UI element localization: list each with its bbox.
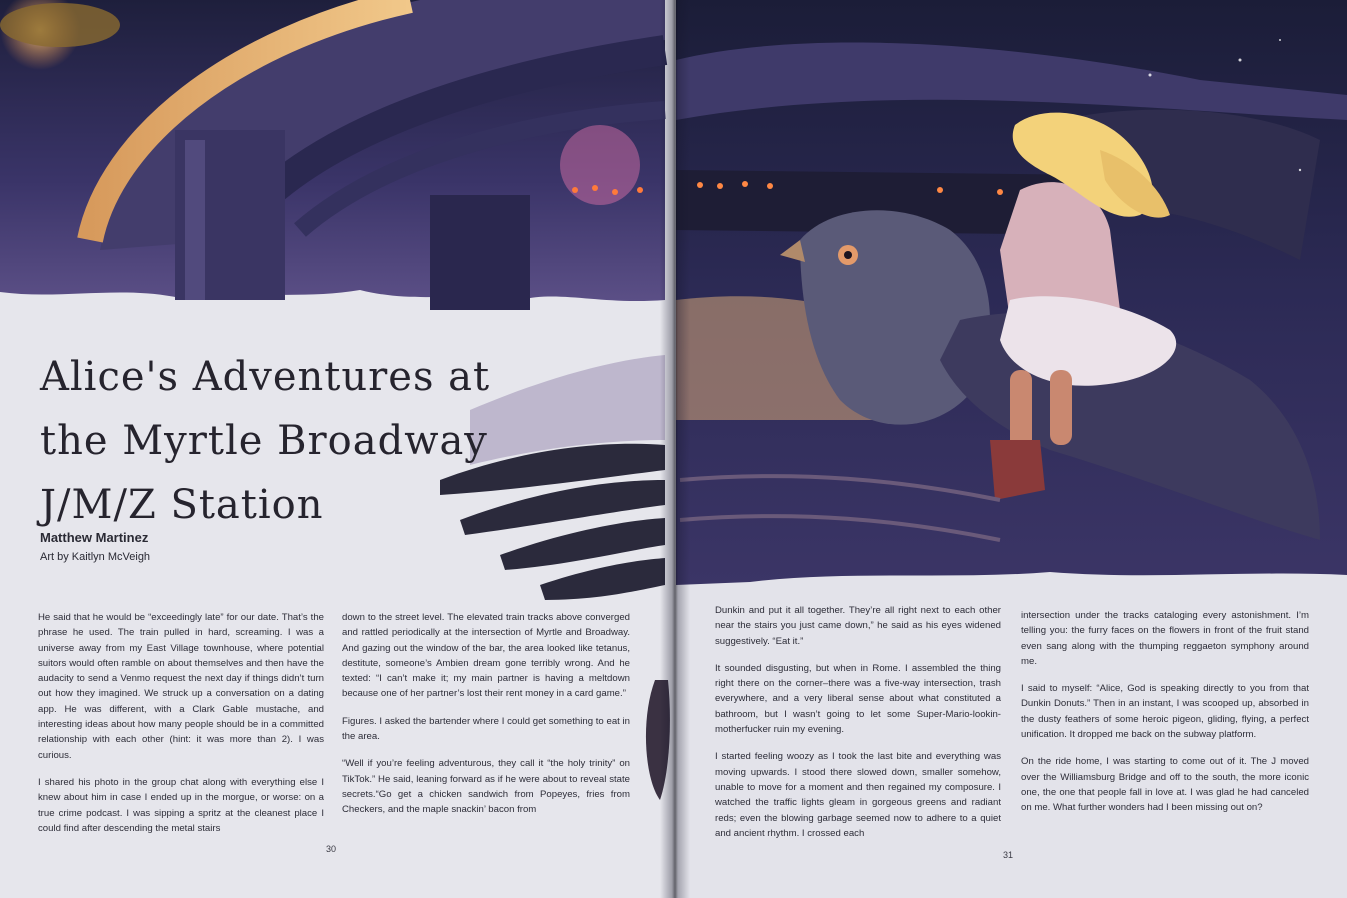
- title-line: Alice's Adventures at: [40, 353, 491, 400]
- paragraph: down to the street level. The elevated train tracks above converged and rattled periodically at the intersection of Myrtle and Broadway. And gazing out the window of the bar, the area looked like tetanus, destitute, someone’s Ambien dream gone terribly wrong. And he texted: “I can’t make it; my main partner is having a meltdown because one of her partner’s lost their rent money in a card game.”: [342, 612, 630, 700]
- paragraph: He said that he would be “exceedingly late” for our date. That’s the phrase he used. The train pulled in hard, screaming. I was a universe away from my East Village townhouse, where potential suitors would often ramble on about themselves and then have the audacity to send a Venmo request the next day if things didn’t turn out how they imagined. We struck up a conversation on a dating app. He was different, with a Clark Gable mustache, and interesting ideas about how many people should be in a committed relationship with each other (hint: it was more than 2). I was curious.: [38, 612, 324, 761]
- paragraph: I started feeling woozy as I took the last bite and everything was moving upwards. I stood there slowed down, smaller somehow, unable to move for a moment and then regained my composure. I watched the traffic lights gleam in gorgeous greens and radiant reds; even the blowing garbage seemed now to adhere to a quiet and ancient rhythm. I crossed each: [715, 751, 1001, 839]
- paragraph: Figures. I asked the bartender where I could get something to eat in the area.: [342, 715, 630, 743]
- text-column-2: [342, 610, 630, 830]
- art-credit: Art by Kaitlyn McVeigh: [40, 551, 151, 563]
- text-column-4: [1021, 608, 1309, 828]
- paragraph: intersection under the tracks cataloging every astonishment. I’m telling you: the furry faces on the flowers in front of the fruit stand even sang along with the thumping reggaeton symphony around me.: [1021, 610, 1309, 667]
- author-name: Matthew Martinez: [40, 530, 149, 545]
- paragraph: “Well if you’re feeling adventurous, they call it “the holy trinity” on TikTok.” He said, leaning forward as if he were about to reveal state secrets.“Go get a chicken sandwich from Popeyes, fries from Checkers, and the maple snackin’ bacon from: [342, 758, 630, 816]
- paragraph: On the ride home, I was starting to come out of it. The J moved over the Williamsburg Bridge and off to the south, the more iconic one, the one that people fall in love at. I was glad he had canceled on me. What further wonders had I been missing out on?: [1021, 756, 1309, 814]
- page-number-left: 30: [326, 844, 337, 854]
- page-number-right: 31: [1003, 850, 1014, 860]
- article-title: [40, 345, 600, 537]
- byline: [40, 530, 150, 563]
- paragraph: It sounded disgusting, but when in Rome. I assembled the thing right there on the corner–there was a five-way intersection, trash everywhere, and a very liberal sense about what constituted a bathroom, but I wasn’t going to let some Super-Mario-lookin-motherfucker ruin my evening.: [715, 662, 1001, 736]
- right-illustration: [676, 0, 1347, 585]
- paragraph: I shared his photo in the group chat along with everything else I knew about him in case I ended up in the morgue, or worse: on a true crime podcast. I was sipping a spritz at the cleanest place I could find after descending the metal stairs: [38, 776, 324, 834]
- title-line: the Myrtle Broadway: [40, 417, 488, 464]
- paragraph: Dunkin and put it all together. They’re all right next to each other near the stairs you just came down,” he said as his eyes widened suggestively. “Eat it.”: [715, 605, 1001, 647]
- text-column-3: [715, 603, 1001, 853]
- text-column-1: [38, 610, 324, 848]
- paragraph: I said to myself: “Alice, God is speaking directly to you from that Dunkin Donuts.” Then in an instant, I was scooped up, absorbed in the dusty feathers of some heroic pigeon, gliding, flying, a perfect unification. It dropped me back on the subway platform.: [1021, 683, 1309, 741]
- title-line: J/M/Z Station: [40, 481, 324, 528]
- spine-gutter: [660, 0, 690, 898]
